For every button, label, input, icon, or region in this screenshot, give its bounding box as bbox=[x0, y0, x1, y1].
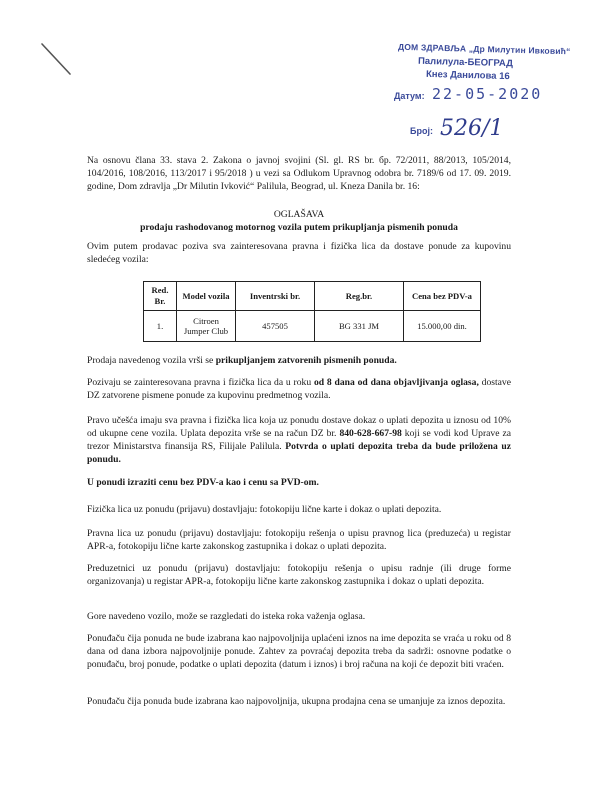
col-header-number: Red. Br. bbox=[144, 282, 177, 311]
stamp-address: Кнез Данилова 16 bbox=[425, 68, 510, 83]
pen-stroke-mark bbox=[30, 38, 90, 78]
intro-paragraph: Na osnovu člana 33. stava 2. Zakona o javnoj svojini (Sl. gl. RS br. бр. 72/2011, 88/2013, 105/2014, 104/2016, 108/2016, 113/2017 i 95/2018 ) u vezi sa Odlukom Upravnog odobra br. 7189/6 od 17. 09. 2019. godine, Dom zdravlja „Dr Milutin Ivković“ Palilula, Beograd, ul. Kneza Danila br. 16: bbox=[87, 155, 511, 192]
cell-model: Citroen Jumper Club bbox=[177, 311, 236, 342]
col-header-model: Model vozila bbox=[177, 282, 236, 311]
deposit-paragraph: Pravo učešća imaju sva pravna i fizička lica koja uz ponudu dostave dokaz o uplati depozita u iznosu od 10% od ukupne cene vozila. Uplata depozita vrše se na račun DZ br. 840-628-667-98 koji se vodi kod Uprave za trezor Ministarstva finansija RS, Filijale Palilula. Potvrda o uplati depozita treba da bude priložena uz ponudu. bbox=[87, 415, 511, 465]
winner-paragraph: Ponuđaču čija ponuda bude izabrana kao najpovoljnija, ukupna prodajna cena se umanjuje za iznos depozita. bbox=[87, 696, 506, 707]
legal-entities-paragraph: Pravna lica uz ponudu (prijavu) dostavljaju: fotokopiju rešenja o upisu pravnog lica (preduzeća) u registar APR-a, fotokopiju lične karte zakonskog zastupnika i dokaz o uplati depozita. bbox=[87, 528, 511, 552]
stamp-number-label: Број: bbox=[410, 126, 433, 136]
stamp-municipality: Палилула-БЕОГРАД bbox=[417, 55, 514, 70]
col-header-price: Cena bez PDV-a bbox=[404, 282, 481, 311]
entrepreneurs-paragraph: Preduzetnici uz ponudu (prijavu) dostavljaju: fotokopiju rešenja o upisu radnje (ili druge forme organizovanja) u registar APR-a, fotokopiju lične karte zakonskog zastupnika i dokaz o uplati depozita. bbox=[87, 563, 511, 587]
table-row bbox=[144, 311, 481, 342]
sale-method-paragraph: Prodaja navedenog vozila vrši se prikupljanjem zatvorenih pismenih ponuda. bbox=[87, 355, 397, 366]
stamp-date-value: 22-05-2020 bbox=[432, 85, 543, 103]
invitation-paragraph: Ovim putem prodavac poziva sva zainteresovana pravna i fizička lica da dostave ponude za kupovinu sledećeg vozila: bbox=[87, 241, 511, 265]
cell-price: 15.000,00 din. bbox=[404, 311, 481, 342]
deadline-paragraph: Pozivaju se zainteresovana pravna i fizička lica da u roku od 8 dana od dana objavljivanja oglasa, dostave DZ zatvorene pismene ponude za kupovinu predmetnog vozila. bbox=[87, 377, 511, 401]
table-header-row bbox=[144, 282, 481, 311]
natural-persons-paragraph: Fizička lica uz ponudu (prijavu) dostavljaju: fotokopiju lične karte i dokaz o uplati depozita. bbox=[87, 504, 442, 515]
document-heading: OGLAŠAVA bbox=[273, 209, 325, 220]
stamp-number-value: 526/1 bbox=[440, 116, 504, 141]
vehicle-table bbox=[143, 281, 481, 342]
inspection-paragraph: Gore navedeno vozilo, može se razgledati do isteka roka važenja oglasa. bbox=[87, 611, 366, 622]
cell-inventory: 457505 bbox=[236, 311, 315, 342]
cell-number: 1. bbox=[144, 311, 177, 342]
col-header-registration: Reg.br. bbox=[315, 282, 404, 311]
cell-registration: BG 331 JM bbox=[315, 311, 404, 342]
stamp-institution: ДОМ ЗДРАВЉА „Др Милутин Ивковић“ bbox=[397, 41, 571, 57]
document-subheading: prodaju rashodovanog motornog vozila putem prikupljanja pismenih ponuda bbox=[140, 222, 458, 233]
refund-paragraph: Ponuđaču čija ponuda ne bude izabrana kao najpovoljnija uplaćeni iznos na ime depozita se vraća u roku od 8 dana od dana izbora najpovoljnije ponude. Zahtev za povraćaj depozita treba da sadrži: osnovne podatke o ponuđaču, broj ponude, podatke o uplati depozita (datum i iznos) i broj računa na koji će depozit biti vraćen. bbox=[87, 633, 511, 670]
stamp-date-label: Датум: bbox=[394, 91, 425, 101]
col-header-inventory: Inventrski br. bbox=[236, 282, 315, 311]
price-instruction: U ponudi izraziti cenu bez PDV-a kao i cenu sa PVD-om. bbox=[87, 477, 319, 488]
